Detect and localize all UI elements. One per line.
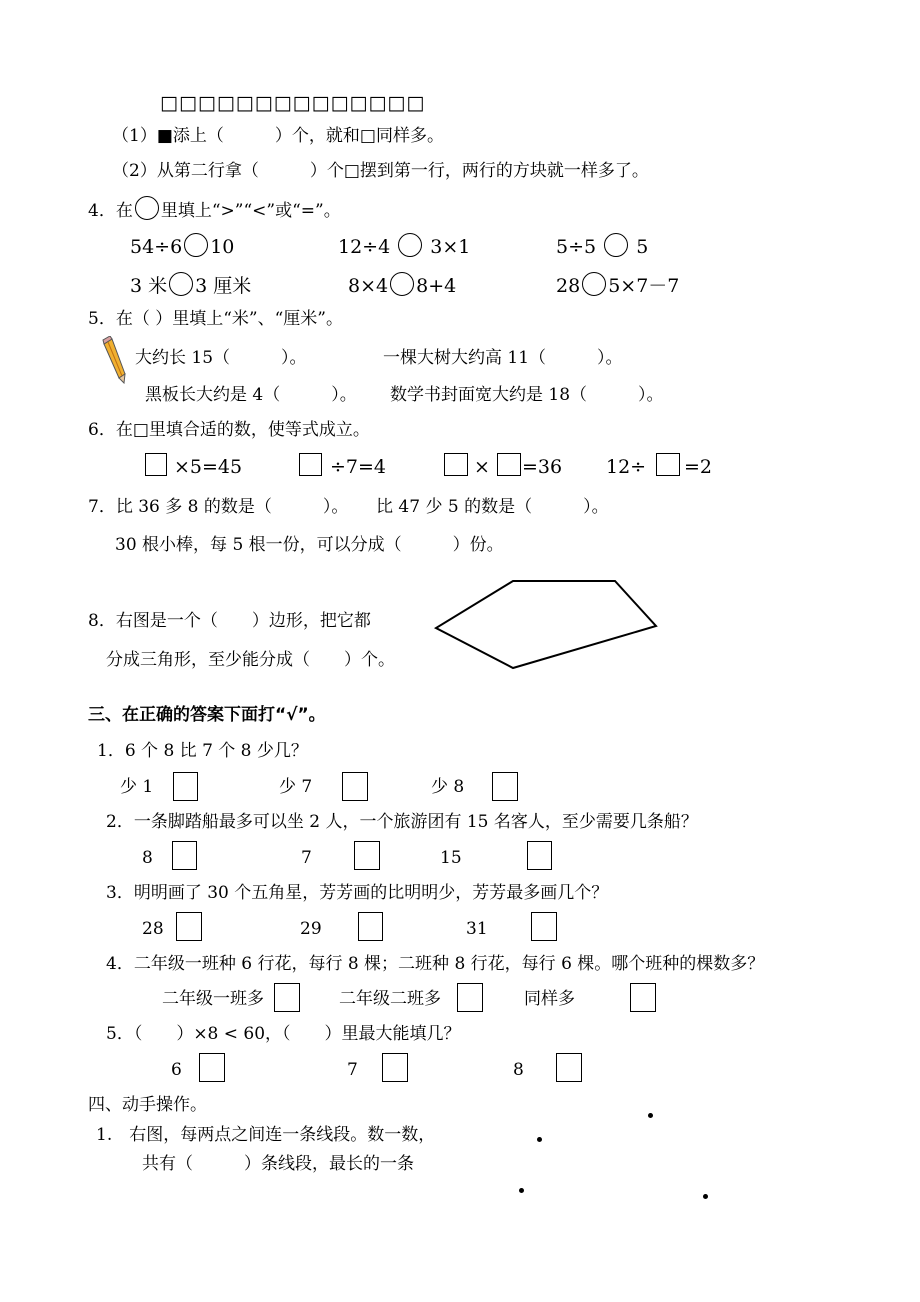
q7-b: 比 47 少 5 的数是（ ）。 [376,497,609,517]
sec3-q1: 1．6 个 8 比 7 个 8 少几？ [97,741,308,761]
answer-box[interactable] [492,772,518,801]
pencil-icon [100,336,130,384]
sec3-q3-opt: 28 [142,919,164,939]
sec4-heading: 四、动手操作。 [88,1095,207,1115]
sec3-q2: 2．一条脚踏船最多可以坐 2 人，一个旅游团有 15 名客人，至少需要几条船？ [106,812,698,832]
q4-right: 3×1 [430,236,471,258]
q4-left: 8×4 [348,275,389,297]
squares-row: □□□□□□□□□□□□□□ [160,92,426,114]
sec3-q5: 5．（ ）×8 < 60，（ ）里最大能填几？ [106,1024,461,1044]
sec3-q5-opt: 8 [513,1060,524,1080]
sec3-q5-opt: 7 [347,1060,358,1080]
q4-r2-c3 [556,272,679,297]
sec3-q1-opt: 少 1 [120,777,154,797]
q7-c: 30 根小棒，每 5 根一份，可以分成（ ）份。 [115,535,504,555]
q5-title: 5．在（ ）里填上“米”、“厘米”。 [88,309,343,329]
sec3-q3-opt: 31 [466,919,488,939]
compare-circle[interactable] [169,272,193,296]
q4-r2-c1 [130,272,251,297]
sec3-q1-opt: 少 8 [431,777,465,797]
q4-left: 28 [556,275,581,297]
q4-title-a: 4．在 [88,201,133,221]
compare-circle[interactable] [582,272,606,296]
sec4-q1b: 共有（ ）条线段，最长的一条 [142,1154,414,1174]
answer-box[interactable] [176,912,202,941]
q4-r1-c3 [556,233,648,258]
pentagon-figure [430,574,662,676]
compare-circle[interactable] [604,233,628,257]
answer-box[interactable] [274,983,300,1012]
q5-c: 黑板长大约是 4（ ）。 [145,385,357,405]
answer-box[interactable] [630,983,656,1012]
sec3-q3-opt: 29 [300,919,322,939]
q4-r2-c2 [348,272,456,297]
sec3-q5-opt: 6 [171,1060,182,1080]
q3-sub1: （1）■添上（ ）个，就和□同样多。 [112,126,444,146]
q4-right: 5×7－7 [608,275,680,297]
compare-circle[interactable] [398,233,422,257]
q4-right: 10 [210,236,235,258]
point-dot[interactable] [703,1194,708,1199]
q4-title [88,196,341,222]
answer-box[interactable] [299,453,322,476]
answer-box[interactable] [342,772,368,801]
q6-e3a: × [474,456,490,478]
sec3-q2-opt: 8 [142,848,153,868]
q6-e1: ×5=45 [174,456,243,478]
q3-sub2: （2）从第二行拿（ ）个□摆到第一行，两行的方块就一样多了。 [112,161,649,181]
sec3-heading: 三、在正确的答案下面打“√”。 [88,705,326,725]
circle-icon [135,196,159,220]
point-dot[interactable] [537,1137,542,1142]
answer-box[interactable] [656,453,680,476]
q4-right: 3 厘米 [195,275,252,297]
q7-a: 7．比 36 多 8 的数是（ ）。 [88,497,349,517]
q4-left: 54÷6 [130,236,183,258]
answer-box[interactable] [444,453,468,476]
answer-box[interactable] [527,841,552,870]
q8-b: 分成三角形，至少能分成（ ）个。 [106,650,395,670]
q4-r1-c1 [130,233,234,258]
point-dot[interactable] [648,1113,653,1118]
answer-box[interactable] [382,1053,408,1082]
sec3-q2-opt: 7 [301,848,312,868]
q5-d: 数学书封面宽大约是 18（ ）。 [390,385,664,405]
answer-box[interactable] [173,772,198,801]
sec3-q2-opt: 15 [440,848,462,868]
q6-e4b: =2 [684,456,713,478]
q4-title-b: 里填上“>”“<”或“=”。 [160,201,341,221]
compare-circle[interactable] [184,233,208,257]
sec3-q4-opt: 同样多 [524,989,575,1009]
q6-title: 6．在□里填合适的数，使等式成立。 [88,420,370,440]
q4-right: 5 [636,236,649,258]
answer-box[interactable] [145,453,167,476]
q6-e3b: =36 [522,456,563,478]
q4-left: 12÷4 [338,236,391,258]
answer-box[interactable] [497,453,521,476]
answer-box[interactable] [531,912,557,941]
q4-right: 8+4 [416,275,457,297]
sec3-q4-opt: 二年级一班多 [162,989,264,1009]
compare-circle[interactable] [390,272,414,296]
point-dot[interactable] [519,1188,524,1193]
sec3-q4: 4．二年级一班种 6 行花，每行 8 棵；二班种 8 行花，每行 6 棵。哪个班种的棵数多？ [106,954,765,974]
q4-r1-c2 [338,233,470,258]
answer-box[interactable] [556,1053,582,1082]
q4-left: 5÷5 [556,236,597,258]
q6-e2: ÷7=4 [330,456,387,478]
sec3-q1-opt: 少 7 [279,777,313,797]
answer-box[interactable] [354,841,380,870]
q5-a: 大约长 15（ ）。 [135,348,307,368]
answer-box[interactable] [199,1053,225,1082]
q8-a: 8．右图是一个（ ）边形，把它都 [88,611,371,631]
sec4-q1a: 1. 右图，每两点之间连一条线段。数一数， [96,1125,436,1145]
q4-left: 3 米 [130,275,168,297]
sec3-q4-opt: 二年级二班多 [339,989,441,1009]
answer-box[interactable] [457,983,483,1012]
sec3-q3: 3．明明画了 30 个五角星，芳芳画的比明明少，芳芳最多画几个？ [106,883,609,903]
q6-e4a: 12÷ [606,456,647,478]
answer-box[interactable] [358,912,383,941]
answer-box[interactable] [172,841,197,870]
q5-b: 一棵大树大约高 11（ ）。 [383,348,623,368]
